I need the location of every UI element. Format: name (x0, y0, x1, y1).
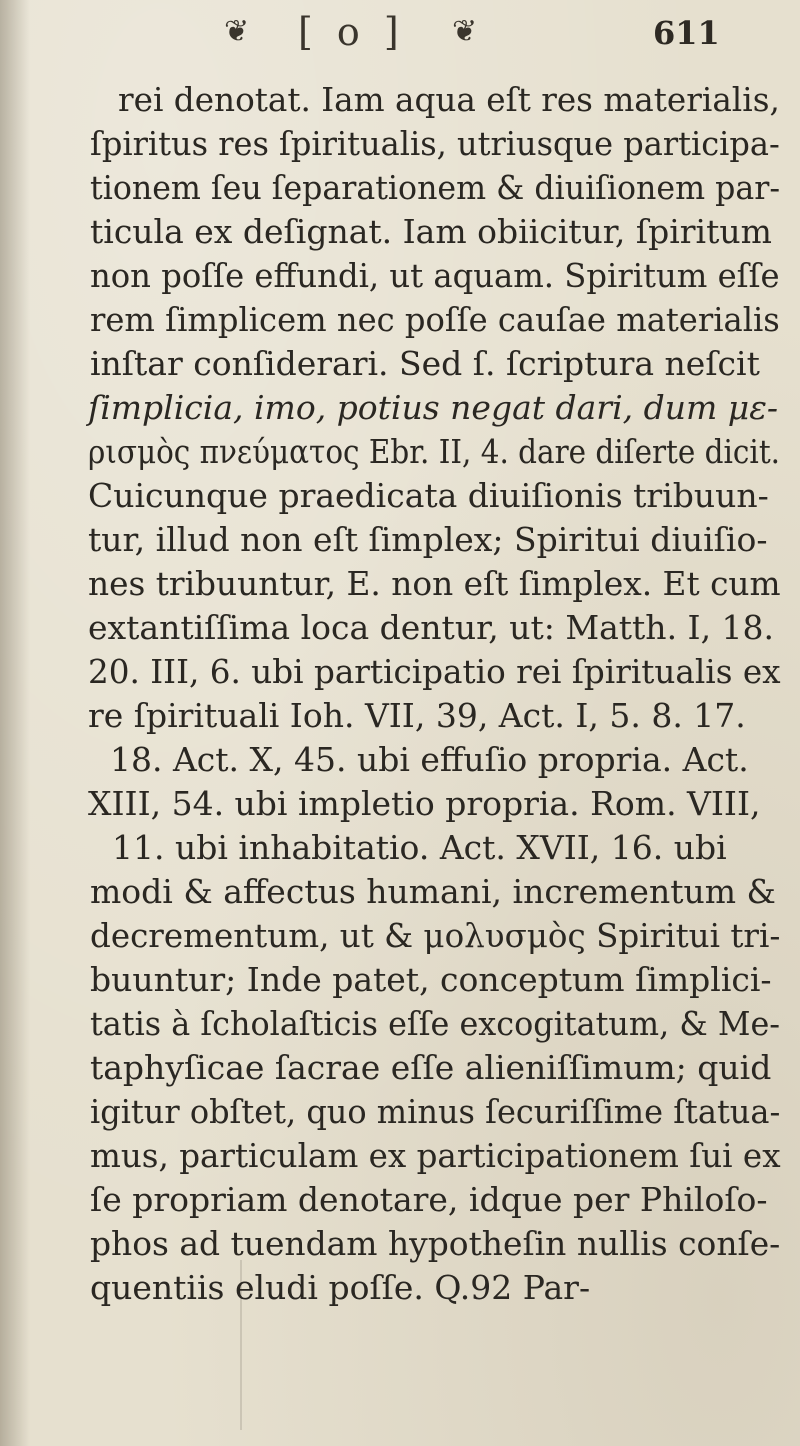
signature-mark: [ o ] (298, 10, 405, 54)
text-line: ticula ex deſignat. Iam obiicitur, ſpiritum (90, 212, 772, 251)
text-line: tionem ſeu ſeparationem & diuiſionem par- (90, 168, 780, 207)
text-line: extantiſſima loca dentur, ut: Matth. I, 18. (88, 608, 775, 647)
text-line: non poſſe effundi, ut aquam. Spiritum eſſe (90, 256, 780, 295)
text-line: tatis à ſcholaſticis eſſe excogitatum, & Me- (90, 1004, 781, 1043)
text-line: 11. ubi inhabitatio. Act. XVII, 16. ubi (112, 828, 727, 867)
text-line: ρισμὸς πνεύματος Ebr. II, 4. dare diſerte dicit. (88, 432, 781, 471)
text-line: ſpiritus res ſpiritualis, utriusque participa- (90, 124, 780, 163)
page-number: 611 (653, 14, 720, 52)
page-header (0, 10, 800, 60)
text-line: 18. Act. X, 45. ubi effuſio propria. Act. (110, 740, 749, 779)
text-line: taphyſicae ſacrae eſſe alieniſſimum; quid (90, 1048, 772, 1087)
text-line: XIII, 54. ubi impletio propria. Rom. VIII, (88, 784, 761, 823)
page-crease (240, 1260, 242, 1430)
fleuron-right-icon: ❦ (452, 14, 478, 49)
text-line: buuntur; Inde patet, conceptum ſimplici- (90, 960, 772, 999)
fleuron-left-icon: ❦ (224, 14, 250, 49)
text-line: modi & affectus humani, incrementum & (90, 872, 776, 911)
text-line: inſtar conſiderari. Sed ſ. ſcriptura neſcit (90, 344, 760, 383)
text-line: tur, illud non eſt ſimplex; Spiritui diuiſio- (88, 520, 768, 559)
text-line: rem ſimplicem nec poſſe cauſae materialis (90, 300, 780, 339)
catchword-line: quentiis eludi poſſe. Q.92 Par- (90, 1268, 591, 1307)
text-line: 20. III, 6. ubi participatio rei ſpiritualis ex (88, 652, 781, 691)
text-line: rei denotat. Iam aqua eſt res materialis, (118, 80, 780, 119)
text-line: igitur obſtet, quo minus ſecuriſſime ſtatua- (90, 1092, 781, 1131)
text-line: decrementum, ut & μολυσμὸς Spiritui tri- (90, 916, 781, 955)
text-line: phos ad tuendam hypotheſin nullis conſe- (90, 1224, 781, 1263)
text-line: nes tribuuntur, E. non eſt ſimplex. Et cum (88, 564, 781, 603)
text-line: mus, particulam ex participationem ſui ex (90, 1136, 781, 1175)
text-line: ſimplicia, imo, potius negat dari, dum με- (88, 388, 779, 427)
body-text (0, 78, 800, 1328)
text-line: Cuicunque praedicata diuiſionis tribuun- (88, 476, 769, 515)
text-line: re ſpirituali Ioh. VII, 39, Act. I, 5. 8. 17. (88, 696, 746, 735)
text-line: ſe propriam denotare, idque per Philoſo- (90, 1180, 768, 1219)
